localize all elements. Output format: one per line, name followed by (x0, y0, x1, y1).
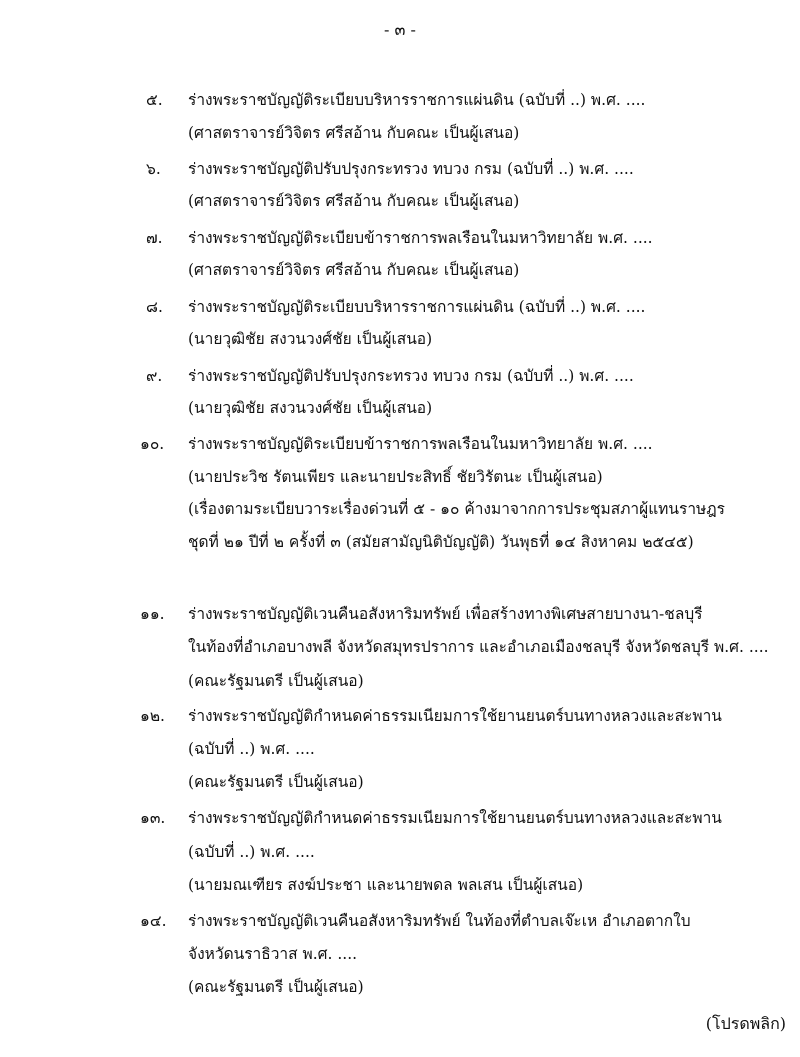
item-title: (ฉบับที่ ..) พ.ศ. .... (188, 843, 315, 861)
item-title: (ฉบับที่ ..) พ.ศ. .... (188, 740, 315, 758)
item-proposer: (นายประวิช รัตนเพียร และนายประสิทธิ์ ชัยวิรัตนะ เป็นผู้เสนอ) (188, 468, 603, 486)
item-proposer: (นายมณเฑียร สงฆ์ประชา และนายพดล พลเสน เป็นผู้เสนอ) (188, 876, 584, 894)
item-number: ๑๑. (140, 605, 165, 623)
item-number: ๙. (146, 367, 163, 385)
item-note: (เรื่องตามระเบียบวาระเรื่องด่วนที่ ๕ - ๑๐ ค้างมาจากการประชุมสภาผู้แทนราษฎร (188, 500, 725, 518)
item-title: จังหวัดนราธิวาส พ.ศ. .... (188, 945, 358, 963)
item-title: ร่างพระราชบัญญัติระเบียบบริหารราชการแผ่นดิน (ฉบับที่ ..) พ.ศ. .... (188, 91, 646, 109)
item-title: ร่างพระราชบัญญัติปรับปรุงกระทรวง ทบวง กรม (ฉบับที่ ..) พ.ศ. .... (188, 367, 634, 385)
item-proposer: (คณะรัฐมนตรี เป็นผู้เสนอ) (188, 773, 364, 791)
item-number: ๘. (146, 298, 163, 316)
item-proposer: (ศาสตราจารย์วิจิตร ศรีสอ้าน กับคณะ เป็นผู้เสนอ) (188, 261, 520, 279)
item-number: ๑๒. (140, 707, 165, 725)
item-proposer: (ศาสตราจารย์วิจิตร ศรีสอ้าน กับคณะ เป็นผู้เสนอ) (188, 192, 520, 210)
item-number: ๖. (146, 160, 161, 178)
item-number: ๑๓. (140, 809, 166, 827)
turn-page-note: (โปรดพลิก) (705, 1014, 786, 1033)
item-number: ๕. (146, 91, 163, 109)
item-title: ร่างพระราชบัญญัติระเบียบข้าราชการพลเรือนในมหาวิทยาลัย พ.ศ. .... (188, 229, 653, 247)
item-title: ร่างพระราชบัญญัติระเบียบบริหารราชการแผ่นดิน (ฉบับที่ ..) พ.ศ. .... (188, 298, 646, 316)
item-proposer: (คณะรัฐมนตรี เป็นผู้เสนอ) (188, 978, 364, 996)
item-proposer: (คณะรัฐมนตรี เป็นผู้เสนอ) (188, 672, 364, 690)
item-number: ๑๔. (140, 912, 167, 930)
item-title: ร่างพระราชบัญญัติปรับปรุงกระทรวง ทบวง กรม (ฉบับที่ ..) พ.ศ. .... (188, 160, 634, 178)
item-proposer: (นายวุฒิชัย สงวนวงศ์ชัย เป็นผู้เสนอ) (188, 330, 433, 348)
item-title: ร่างพระราชบัญญัติเวนคืนอสังหาริมทรัพย์ ในท้องที่ตำบลเจ๊ะเห อำเภอตากใบ (188, 912, 691, 930)
item-proposer: (ศาสตราจารย์วิจิตร ศรีสอ้าน กับคณะ เป็นผู้เสนอ) (188, 124, 520, 142)
page-number: - ๓ - (384, 20, 416, 39)
item-title: ในท้องที่อำเภอบางพลี จังหวัดสมุทรปราการ และอำเภอเมืองชลบุรี จังหวัดชลบุรี พ.ศ. .... (188, 638, 769, 656)
item-title: ร่างพระราชบัญญัติระเบียบข้าราชการพลเรือนในมหาวิทยาลัย พ.ศ. .... (188, 435, 653, 453)
item-proposer: (นายวุฒิชัย สงวนวงศ์ชัย เป็นผู้เสนอ) (188, 399, 433, 417)
item-number: ๑๐. (140, 435, 165, 453)
item-title: ร่างพระราชบัญญัติกำหนดค่าธรรมเนียมการใช้ยานยนตร์บนทางหลวงและสะพาน (188, 707, 722, 725)
item-note: ชุดที่ ๒๑ ปีที่ ๒ ครั้งที่ ๓ (สมัยสามัญนิติบัญญัติ) วันพุธที่ ๑๔ สิงหาคม ๒๕๔๕) (188, 533, 694, 551)
item-title: ร่างพระราชบัญญัติเวนคืนอสังหาริมทรัพย์ เพื่อสร้างทางพิเศษสายบางนา-ชลบุรี (188, 605, 703, 623)
item-number: ๗. (146, 229, 163, 247)
item-title: ร่างพระราชบัญญัติกำหนดค่าธรรมเนียมการใช้ยานยนตร์บนทางหลวงและสะพาน (188, 809, 722, 827)
